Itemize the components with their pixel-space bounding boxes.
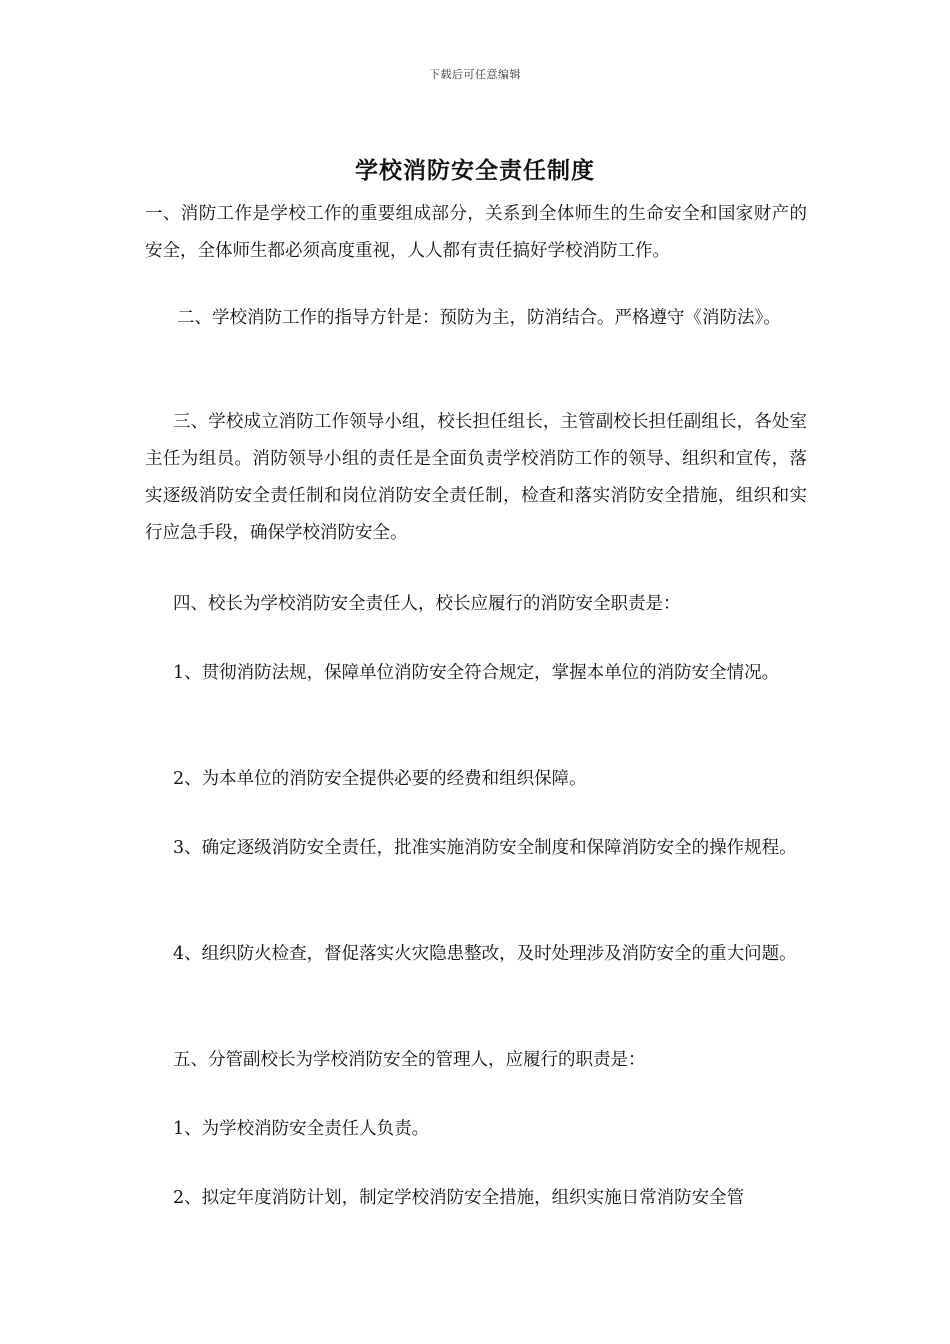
paragraph-10: 1、为学校消防安全责任人负责。 xyxy=(173,1119,430,1139)
paragraph-5: 1、贯彻消防法规，保障单位消防安全符合规定，掌握本单位的消防安全情况。 xyxy=(173,663,780,683)
paragraph-8: 4、组织防火检查，督促落实火灾隐患整改，及时处理涉及消防安全的重大问题。 xyxy=(173,944,797,964)
paragraph-2: 二、学校消防工作的指导方针是：预防为主，防消结合。严格遵守《消防法》。 xyxy=(177,308,781,328)
paragraph-11: 2、拟定年度消防计划，制定学校消防安全措施，组织实施日常消防安全管 xyxy=(173,1188,745,1208)
paragraph-6: 2、为本单位的消防安全提供必要的经费和组织保障。 xyxy=(173,769,587,789)
paragraph-3: 三、学校成立消防工作领导小组，校长担任组长，主管副校长担任副组长，各处室主任为组员。消防领导小组的责任是全面负责学校消防工作的领导、组织和宣传，落实逐级消防安全责任制和岗位消防安全责任制，检查和落实消防安全措施，组织和实行应急手段，确保学校消防安全。 xyxy=(145,412,807,543)
paragraph-7: 3、确定逐级消防安全责任，批准实施消防安全制度和保障消防安全的操作规程。 xyxy=(173,838,797,858)
header-note: 下载后可任意编辑 xyxy=(429,68,521,81)
paragraph-9: 五、分管副校长为学校消防安全的管理人，应履行的职责是： xyxy=(173,1050,646,1070)
document-title: 学校消防安全责任制度 xyxy=(355,157,595,184)
paragraph-1: 一、消防工作是学校工作的重要组成部分，关系到全体师生的生命安全和国家财产的安全，全体师生都必须高度重视，人人都有责任搞好学校消防工作。 xyxy=(145,204,807,261)
paragraph-4: 四、校长为学校消防安全责任人，校长应履行的消防安全职责是： xyxy=(173,594,681,614)
